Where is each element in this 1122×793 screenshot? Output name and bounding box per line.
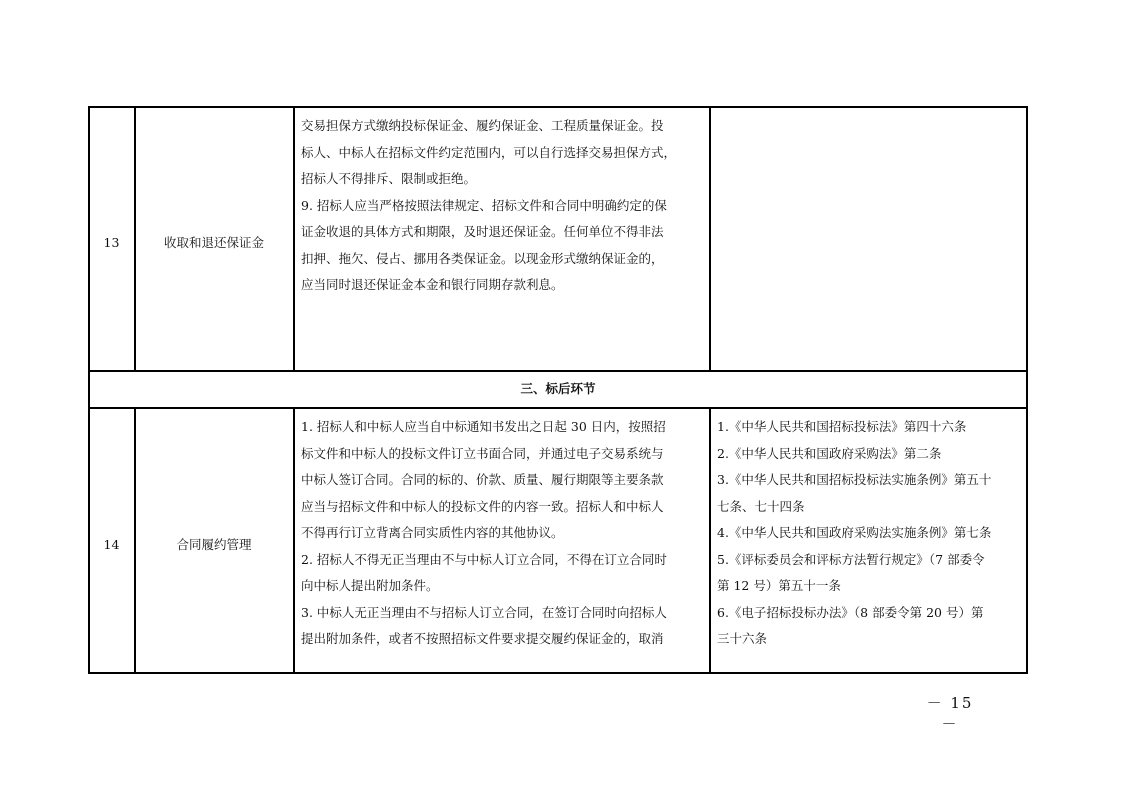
row13-content-line: 标人、中标人在招标文件约定范围内，可以自行选择交易担保方式， bbox=[301, 144, 677, 160]
row14-basis-line: 4.《中华人民共和国政府采购法实施条例》第七条 bbox=[717, 525, 992, 540]
row14-content-line: 2. 招标人不得无正当理由不与中标人订立合同，不得在订立合同时 bbox=[301, 551, 667, 567]
table-bottom-border bbox=[88, 672, 1028, 674]
regulation-table bbox=[88, 106, 1028, 674]
row14-content bbox=[301, 414, 703, 653]
col-divider-3-row14 bbox=[709, 407, 711, 673]
col-divider-3-row13 bbox=[709, 106, 711, 371]
row-divider-13 bbox=[88, 370, 1028, 372]
row13-number: 13 bbox=[103, 235, 120, 250]
row14-basis-line: 七条、七十四条 bbox=[717, 498, 805, 514]
row14-basis-line: 3.《中华人民共和国招标投标法实施条例》第五十 bbox=[717, 472, 992, 487]
row14-basis-line: 第 12 号）第五十一条 bbox=[717, 578, 841, 593]
row13-content-line: 招标人不得排斥、限制或拒绝。 bbox=[301, 171, 477, 186]
row13-content-line: 扣押、拖欠、侵占、挪用各类保证金。以现金形式缴纳保证金的， bbox=[301, 250, 664, 266]
col-divider-2-row14 bbox=[293, 407, 295, 673]
row13-content-line: 证金收退的具体方式和期限，及时退还保证金。任何单位不得非法 bbox=[301, 224, 664, 239]
row13-content bbox=[301, 113, 703, 299]
row14-basis-line: 三十六条 bbox=[717, 631, 768, 646]
row13-item-name: 收取和退还保证金 bbox=[163, 235, 264, 250]
row14-legal-basis bbox=[717, 414, 1023, 653]
col-divider-2-row13 bbox=[293, 106, 295, 371]
row13-content-line: 应当同时退还保证金本金和银行同期存款利息。 bbox=[301, 277, 564, 292]
row14-content-line: 标文件和中标人的投标文件订立书面合同，并通过电子交易系统与 bbox=[301, 445, 664, 461]
row14-item-name: 合同履约管理 bbox=[176, 537, 252, 552]
row14-content-line: 中标人签订合同。合同的标的、价款、质量、履行期限等主要条款 bbox=[301, 472, 664, 487]
page-number: － 15 － bbox=[926, 694, 974, 733]
row14-content-line: 1. 招标人和中标人应当自中标通知书发出之日起 30 日内，按照招 bbox=[301, 419, 666, 434]
row14-basis-line: 2.《中华人民共和国政府采购法》第二条 bbox=[717, 445, 942, 461]
row13-content-line: 交易担保方式缴纳投标保证金、履约保证金、工程质量保证金。投 bbox=[301, 118, 664, 133]
row-divider-section bbox=[88, 407, 1028, 409]
row14-basis-line: 1.《中华人民共和国招标投标法》第四十六条 bbox=[717, 419, 967, 434]
row14-number: 14 bbox=[103, 537, 120, 552]
row14-basis-line: 5.《评标委员会和评标方法暂行规定》（7 部委令 bbox=[717, 551, 985, 567]
table-top-border bbox=[88, 106, 1028, 108]
row14-basis-line: 6.《电子招标投标办法》（8 部委令第 20 号）第 bbox=[717, 604, 984, 620]
row14-content-line: 3. 中标人无正当理由不与招标人订立合同，在签订合同时向招标人 bbox=[301, 604, 667, 620]
row14-content-line: 提出附加条件，或者不按照招标文件要求提交履约保证金的，取消 bbox=[301, 631, 664, 646]
row14-content-line: 向中标人提出附加条件。 bbox=[301, 578, 439, 593]
row14-content-line: 应当与招标文件和中标人的投标文件的内容一致。招标人和中标人 bbox=[301, 498, 664, 514]
row13-content-line: 9. 招标人应当严格按照法律规定、招标文件和合同中明确约定的保 bbox=[301, 197, 667, 213]
section-header-post-bid: 三、标后环节 bbox=[520, 381, 596, 396]
row14-content-line: 不得再行订立背离合同实质性内容的其他协议。 bbox=[301, 525, 564, 540]
